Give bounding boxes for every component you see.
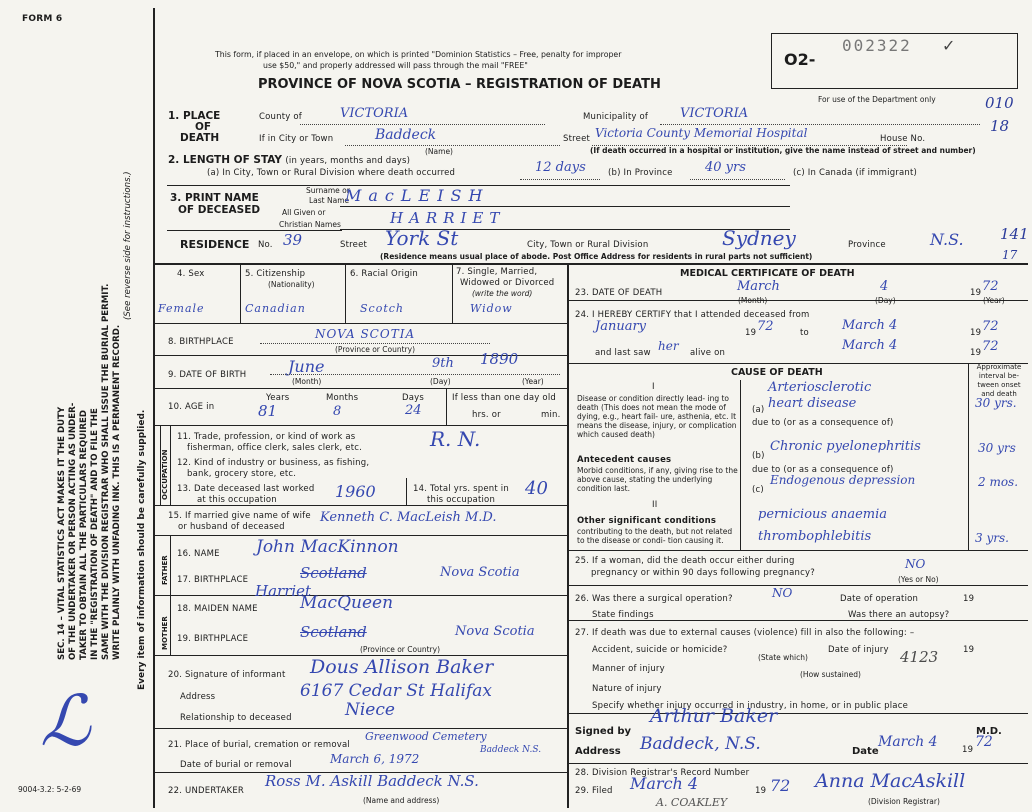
side-text-5: SAME WITH THE DIVISION REGISTRAR WHO SHALL ISSUE THE BURIAL PERMIT. [101, 283, 111, 660]
father-name-value[interactable]: John MacKinnon [256, 537, 399, 557]
cause-a-interval[interactable]: 30 yrs. [975, 396, 1017, 410]
certify-to-yr[interactable]: 72 [982, 319, 999, 334]
col-line-2 [345, 263, 346, 323]
residence-province-label: Province [848, 240, 886, 250]
findings-label: State findings [592, 610, 654, 620]
residence-street-label: Street [340, 240, 368, 250]
informant-address-label: Address [180, 692, 216, 702]
city-label: If in City or Town [259, 134, 334, 144]
medical-header: MEDICAL CERTIFICATE OF DEATH [680, 268, 855, 279]
certify-label: 24. I HEREBY CERTIFY that I attended deceased from [575, 310, 810, 320]
registration-number: 002322 [842, 36, 912, 55]
informant-sig-label: 20. Signature of informant [168, 670, 286, 680]
left-border [153, 8, 155, 808]
last-worked-value[interactable]: 1960 [335, 482, 376, 501]
physician-date-yr[interactable]: 72 [975, 734, 993, 750]
section-i: I [652, 382, 655, 392]
med-line-3 [567, 550, 1028, 551]
alive-label: alive on [690, 348, 726, 358]
spouse-label: 15. If married give name of wife [168, 511, 311, 521]
physician-signature[interactable]: Arthur Baker [650, 705, 778, 727]
dept-code-3: 141 [1000, 225, 1029, 243]
side-text-1: SEC. 14 – VITAL STATISTICS ACT MAKES IT THE DUTY [57, 406, 67, 660]
registrar-sub: (Division Registrar) [868, 797, 940, 806]
name-label-2: OF DECEASED [178, 204, 261, 216]
col-line-3 [452, 263, 453, 323]
injury-date-label: Date of injury [828, 645, 889, 655]
q26-answer[interactable]: NO [772, 586, 793, 600]
md-label: M.D. [976, 726, 1002, 737]
side-text-instructions: (See reverse side for instructions.) [123, 171, 133, 320]
med-line-6 [567, 713, 1028, 714]
birthplace-sub: (Province or Country) [335, 345, 415, 354]
margin-mark: ℒ [40, 680, 91, 762]
given-label-2: Christian Names [279, 220, 341, 229]
q25-label: 25. If a woman, did the death occur either during [575, 556, 795, 566]
dob-year-sub: (Year) [522, 377, 544, 386]
cause-c-value[interactable]: Endogenous depression [770, 473, 916, 487]
race-value[interactable]: Scotch [360, 302, 404, 315]
antecedent-label: Antecedent causes [577, 455, 672, 465]
other-conditions-sub: contributing to the death, but not related to the disease or condi- tion causing it. [577, 527, 733, 545]
municipality-line [660, 124, 980, 125]
physician-address-label: Address [575, 746, 621, 757]
med-line-2 [567, 363, 1028, 364]
death-year-sub: (Year) [983, 296, 1005, 305]
age-split-line [446, 388, 447, 425]
age-label: 10. AGE in [168, 402, 215, 412]
mother-maiden-value[interactable]: MacQueen [300, 593, 394, 613]
med-line-4 [567, 585, 1028, 586]
stay-label: 2. LENGTH OF STAY (in years, months and days) [168, 154, 411, 166]
industry-label-2: bank, grocery store, etc. [187, 469, 297, 479]
citizenship-label: 5. Citizenship [245, 269, 306, 279]
side-text-3: TAKER TO OBTAIN ALL THE PARTICULARS REQUIRED [79, 410, 89, 660]
last-worked-label-2: at this occupation [197, 495, 277, 505]
residence-no[interactable]: 39 [283, 231, 303, 249]
registration-prefix: O2- [784, 50, 816, 69]
mother-birthplace-value[interactable]: Nova Scotia [455, 624, 535, 639]
stay-b-value[interactable]: 40 yrs [705, 160, 746, 175]
sex-value[interactable]: Female [158, 302, 205, 315]
certify-from-yr-pre: 19 [745, 328, 757, 338]
death-day-sub: (Day) [875, 296, 896, 305]
county-line [300, 124, 545, 125]
due-to-1: due to (or as a consequence of) [752, 418, 894, 428]
form-number: FORM 6 [22, 14, 63, 24]
manner-label: Manner of injury [592, 664, 665, 674]
occ-mid-line [406, 478, 407, 505]
age-min-label: min. [541, 410, 561, 420]
city-value[interactable]: Baddeck [375, 127, 437, 143]
street-label: Street [563, 134, 591, 144]
certify-to[interactable]: March 4 [842, 318, 898, 333]
occupation-side-label: OCCUPATION [161, 449, 169, 500]
name-label: 3. PRINT NAME [170, 192, 259, 204]
marital-label-3: (write the word) [472, 289, 533, 298]
place-label-of: OF [195, 121, 212, 133]
interval-col-line [968, 363, 969, 550]
residence-province[interactable]: N.S. [930, 230, 964, 249]
q26-label: 26. Was there a surgical operation? [575, 594, 733, 604]
last-saw-her[interactable]: her [658, 339, 679, 353]
filed-date[interactable]: March 4 [630, 774, 699, 793]
other-condition-2-interval[interactable]: 3 yrs. [975, 531, 1009, 545]
antecedent-sub: Morbid conditions, if any, giving rise to the above cause, stating the underlying condition last. [577, 466, 738, 493]
certify-from[interactable]: January [595, 319, 647, 334]
surname-label: Surname or [306, 186, 350, 195]
undertaker-label: 22. UNDERTAKER [168, 786, 245, 796]
given-value: HARRIET [390, 209, 506, 227]
municipality-value[interactable]: VICTORIA [680, 106, 749, 121]
dept-code-4: 17 [1002, 248, 1018, 262]
department-use-label: For use of the Department only [818, 95, 936, 104]
side-text-2: OF THE UNDERTAKER OR PERSON ACTING AS UNDER- [68, 402, 78, 660]
residence-label: RESIDENCE [180, 238, 250, 251]
county-label: County of [259, 112, 302, 122]
marital-label-2: Widowed or Divorced [460, 278, 555, 288]
marital-value[interactable]: Widow [470, 302, 513, 315]
operation-date-label: Date of operation [840, 594, 919, 604]
stay-b-label: (b) In Province [608, 168, 673, 178]
mailing-note-1: This form, if placed in an envelope, on which is printed "Dominion Statistics – Free, penalty for improper [215, 50, 622, 59]
dob-day[interactable]: 9th [432, 356, 454, 371]
med-line-1 [567, 300, 1028, 301]
father-birthplace-struck: Scotland [300, 564, 367, 582]
street-value[interactable]: Victoria County Memorial Hospital [595, 126, 808, 140]
burial-date-label: Date of burial or removal [180, 760, 292, 770]
where-label: Specify whether injury occurred in industry, in home, or in public place [592, 701, 909, 711]
last-saw-date[interactable]: March 4 [842, 338, 898, 353]
father-side-label: FATHER [161, 555, 169, 585]
age-days-label: Days [402, 393, 425, 403]
residence-note: (Residence means usual place of abode. Post Office Address for residents in rural parts not sufficient) [380, 252, 813, 261]
death-year-prefix: 19 [970, 288, 982, 298]
surname-label-2: Last Name [309, 196, 350, 205]
form-code: 9004-3.2: 5-2-69 [18, 785, 82, 794]
undertaker-sub: (Name and address) [363, 796, 440, 805]
birthplace-value[interactable]: NOVA SCOTIA [315, 327, 416, 341]
informant-signature[interactable]: Dous Allison Baker [310, 656, 494, 678]
sex-label: 4. Sex [177, 269, 205, 279]
form-title: PROVINCE OF NOVA SCOTIA – REGISTRATION OF DEATH [258, 77, 661, 92]
burial-place-value[interactable]: Greenwood Cemetery [365, 730, 487, 743]
certify-to-yr-pre: 19 [970, 328, 982, 338]
death-date-label: 23. DATE OF DEATH [575, 288, 663, 298]
death-month-sub: (Month) [738, 296, 768, 305]
last-saw-yr-pre: 19 [970, 348, 982, 358]
registration-box [771, 33, 1018, 89]
cause-b-label: (b) [752, 451, 765, 461]
operation-year: 19 [963, 594, 975, 604]
given-label: All Given or [282, 208, 326, 217]
death-year[interactable]: 72 [982, 279, 999, 294]
other-condition-1[interactable]: pernicious anaemia [758, 507, 888, 522]
race-label: 6. Racial Origin [350, 269, 418, 279]
parents-side-line [170, 535, 171, 655]
q27-label: 27. If death was due to external causes (violence) fill in also the following: – [575, 628, 915, 638]
how-sustained-sub: (How sustained) [800, 670, 861, 679]
father-name-label: 16. NAME [177, 549, 220, 559]
spouse-value[interactable]: Kenneth C. MacLeish M.D. [320, 510, 497, 525]
mother-birthplace-label: 19. BIRTHPLACE [177, 634, 249, 644]
row-line-3 [153, 388, 567, 389]
q29-label: 29. Filed [575, 786, 613, 796]
direct-cause-label: Disease or condition directly lead- ing to death (This does not mean the mode of dying, e.g., heart fail- ure, asthenia, etc. It means the disease, injury, or complication which caused death) [577, 394, 737, 439]
burial-place-value-2[interactable]: Baddeck N.S. [480, 745, 542, 755]
stay-a-value[interactable]: 12 days [535, 160, 586, 175]
father-birthplace-label: 17. BIRTHPLACE [177, 575, 249, 585]
surname-boxes[interactable] [340, 185, 790, 207]
q25-answer[interactable]: NO [905, 557, 926, 571]
total-years-label: 14. Total yrs. spent in [413, 484, 509, 494]
age-less-than-day: If less than one day old [452, 393, 556, 403]
q28-label: 28. Division Registrar's Record Number [575, 768, 750, 778]
accident-label: Accident, suicide or homicide? [592, 645, 728, 655]
death-day[interactable]: 4 [880, 279, 889, 294]
citizenship-value[interactable]: Canadian [245, 302, 306, 315]
city-line [345, 145, 560, 146]
age-years-value[interactable]: 81 [258, 402, 278, 420]
undertaker-value[interactable]: Ross M. Askill Baddeck N.S. [265, 772, 479, 790]
county-value[interactable]: VICTORIA [340, 106, 409, 121]
physician-date[interactable]: March 4 [878, 734, 938, 750]
residence-street[interactable]: York St [385, 226, 459, 250]
row-line-1 [153, 323, 567, 324]
row-line-6 [153, 535, 567, 536]
q25-label-2: pregnancy or within 90 days following pregnancy? [591, 568, 815, 578]
name-box-bottom [167, 230, 342, 231]
age-years-label: Years [266, 393, 290, 403]
row-line-4 [153, 425, 567, 426]
cause-b-interval[interactable]: 30 yrs [978, 441, 1016, 455]
section-ii: II [652, 500, 658, 510]
center-divider [567, 263, 569, 808]
residence-city[interactable]: Sydney [722, 226, 796, 250]
cause-a-line-2[interactable]: heart disease [768, 396, 857, 411]
cause-c-interval[interactable]: 2 mos. [978, 475, 1019, 489]
mother-maiden-label: 18. MAIDEN NAME [177, 604, 258, 614]
side-text-6: WRITE PLAINLY WITH UNFADING INK. THIS IS A PERMANENT RECORD. [112, 324, 122, 660]
name-box-top [167, 185, 342, 186]
last-saw-yr[interactable]: 72 [982, 339, 999, 354]
cause-header: CAUSE OF DEATH [731, 367, 823, 378]
manner-number: 4123 [900, 648, 939, 666]
signed-by-label: Signed by [575, 726, 632, 737]
last-saw-label: and last saw [595, 348, 651, 358]
dob-year[interactable]: 1890 [480, 350, 519, 368]
spouse-label-2: or husband of deceased [178, 522, 285, 532]
med-line-7 [567, 763, 1028, 764]
citizenship-sub: (Nationality) [268, 280, 315, 289]
total-years-value[interactable]: 40 [525, 478, 548, 499]
med-line-5 [567, 620, 1028, 621]
certify-from-yr[interactable]: 72 [757, 319, 774, 334]
industry-label: 12. Kind of industry or business, as fishing, [177, 458, 370, 468]
dob-day-sub: (Day) [430, 377, 451, 386]
surname-value: MacLEISH [345, 186, 490, 205]
row-line-9 [153, 728, 567, 729]
cause-a-label: (a) [752, 405, 765, 415]
residence-city-label: City, Town or Rural Division [527, 240, 649, 250]
certify-to-label: to [800, 328, 809, 338]
dob-month[interactable]: June [288, 357, 325, 376]
dob-month-sub: (Month) [292, 377, 322, 386]
filed-yr-pre: 19 [755, 786, 767, 796]
side-text-4: IN THE "REGISTRATION OF DEATH" AND TO FILE THE [90, 408, 100, 660]
stay-a-label: (a) In City, Town or Rural Division where death occurred [207, 168, 456, 178]
stay-c-label: (c) In Canada (if immigrant) [793, 168, 918, 178]
dept-code-2: 18 [990, 117, 1010, 135]
marital-label: 7. Single, Married, [456, 267, 538, 277]
house-label: House No. [880, 134, 926, 144]
place-label-death: DEATH [180, 132, 220, 144]
mailing-note-2: use $50," and properly addressed will pass through the mail "FREE" [263, 61, 528, 70]
father-birthplace-value[interactable]: Nova Scotia [440, 565, 520, 580]
total-years-label-2: this occupation [427, 495, 496, 505]
stay-b-line [690, 179, 785, 180]
injury-year: 19 [963, 645, 975, 655]
side-text-every-item: Every item of information should be carefully supplied. [137, 409, 147, 690]
dob-label: 9. DATE OF BIRTH [168, 370, 247, 380]
state-which-sub: (State which) [758, 653, 808, 662]
mother-birthplace-struck: Scotland [300, 623, 367, 641]
mother-side-label: MOTHER [161, 616, 169, 650]
dept-code-1: 010 [985, 94, 1014, 112]
mother-birthplace-sub: (Province or Country) [360, 645, 440, 654]
place-label: 1. PLACE [168, 110, 221, 122]
mother-first-name[interactable]: Harriet [255, 582, 312, 600]
dob-line [270, 374, 560, 375]
physician-date-yr-pre: 19 [962, 745, 974, 755]
trade-label-2: fisherman, office clerk, sales clerk, etc. [187, 443, 363, 453]
municipality-label: Municipality of [583, 112, 649, 122]
cause-c-label: (c) [752, 485, 764, 495]
age-days-value[interactable]: 24 [405, 403, 422, 418]
death-month[interactable]: March [737, 279, 780, 294]
cause-a-line-1[interactable]: Arteriosclerotic [768, 380, 872, 395]
nature-label: Nature of injury [592, 684, 662, 694]
cause-col-line [740, 380, 741, 550]
birthplace-label: 8. BIRTHPLACE [168, 337, 234, 347]
other-conditions-label: Other significant conditions [577, 516, 717, 526]
age-hrs-label: hrs. or [472, 410, 501, 420]
autopsy-label: Was there an autopsy? [848, 610, 950, 620]
last-worked-label: 13. Date deceased last worked [177, 484, 315, 494]
physician-date-label: Date [852, 746, 879, 757]
filed-yr[interactable]: 72 [770, 776, 791, 795]
residence-no-label: No. [258, 240, 273, 250]
q25-sub: (Yes or No) [898, 575, 939, 584]
city-name-sub: (Name) [425, 147, 453, 156]
hospital-note: (If death occurred in a hospital or institution, give the name instead of street and number) [590, 146, 976, 155]
trade-value[interactable]: R. N. [430, 427, 481, 451]
registrar-signature[interactable]: Anna MacAskill [815, 770, 966, 792]
col-line-1 [240, 263, 241, 323]
due-to-2: due to (or as a consequence of) [752, 465, 894, 475]
stay-a-line [520, 179, 600, 180]
physician-address[interactable]: Baddeck, N.S. [640, 734, 761, 754]
interval-header: Approximate interval be- tween onset and death [976, 363, 1022, 398]
age-months-value[interactable]: 8 [333, 404, 342, 419]
birthplace-line [260, 343, 490, 344]
relationship-label: Relationship to deceased [180, 713, 292, 723]
residence-divider [153, 263, 1028, 265]
other-condition-2[interactable]: thrombophlebitis [758, 529, 872, 544]
age-months-label: Months [326, 393, 359, 403]
row-line-5 [153, 505, 567, 506]
cause-b-value[interactable]: Chronic pyelonephritis [770, 439, 921, 454]
occ-side-line-2 [170, 425, 171, 505]
check-mark-icon: ✓ [942, 36, 956, 55]
clerk-stamp: A. COAKLEY [656, 796, 728, 809]
relationship-value[interactable]: Niece [345, 700, 395, 720]
burial-place-label: 21. Place of burial, cremation or removal [168, 740, 350, 750]
burial-date-value[interactable]: March 6, 1972 [330, 752, 420, 766]
informant-address[interactable]: 6167 Cedar St Halifax [300, 681, 493, 701]
trade-label: 11. Trade, profession, or kind of work as [177, 432, 356, 442]
